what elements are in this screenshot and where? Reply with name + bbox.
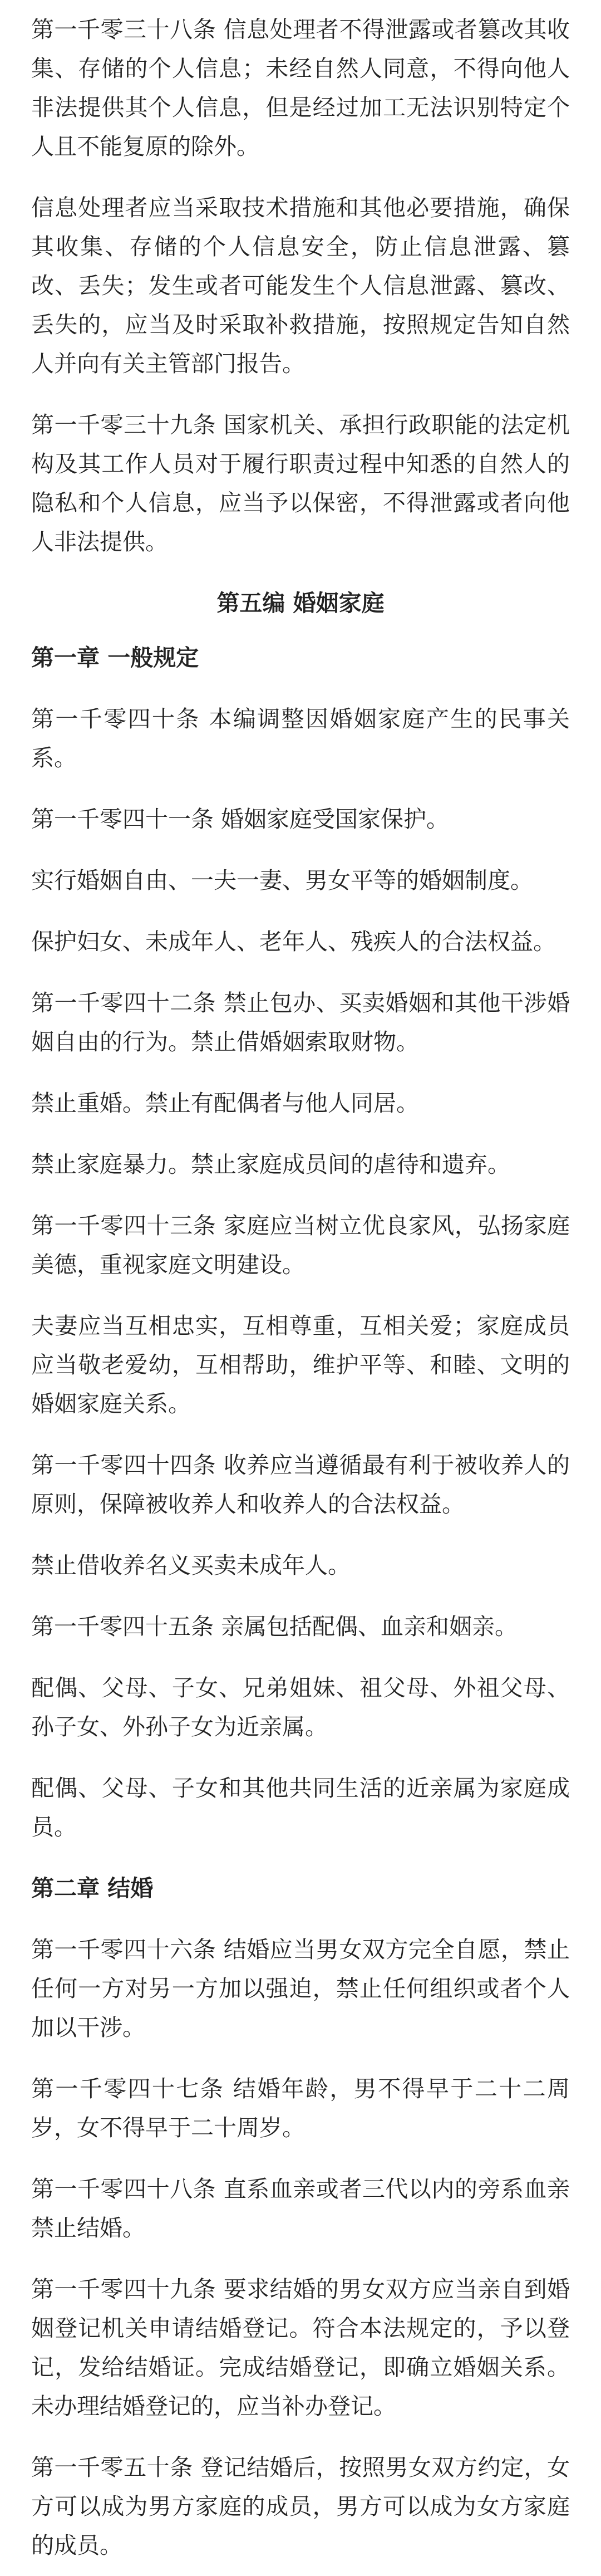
article-1038-para-1: 第一千零三十八条 信息处理者不得泄露或者篡改其收集、存储的个人信息；未经自然人同意，不得向他人非法提供其个人信息，但是经过加工无法识别特定个人且不能复原的除外。 — [31, 16, 570, 160]
article-1048: 第一千零四十八条 直系血亲或者三代以内的旁系血亲禁止结婚。 — [31, 2176, 570, 2241]
article-1047: 第一千零四十七条 结婚年龄，男不得早于二十二周岁，女不得早于二十周岁。 — [31, 2075, 570, 2141]
article-1049: 第一千零四十九条 要求结婚的男女双方应当亲自到婚姻登记机关申请结婚登记。符合本法规定的，予以登记，发给结婚证。完成结婚登记，即确立婚姻关系。未办理结婚登记的，应当补办登记。 — [31, 2276, 570, 2420]
article-1045-para-3: 配偶、父母、子女和其他共同生活的近亲属为家庭成员。 — [31, 1775, 570, 1840]
article-1042-para-3: 禁止家庭暴力。禁止家庭成员间的虐待和遗弃。 — [31, 1151, 510, 1178]
article-1050: 第一千零五十条 登记结婚后，按照男女双方约定，女方可以成为男方家庭的成员，男方可以成为女方家庭的成员。 — [31, 2454, 570, 2559]
article-1041-para-3: 保护妇女、未成年人、老年人、残疾人的合法权益。 — [31, 928, 556, 955]
chapter-title: 第一章 一般规定 — [31, 644, 199, 671]
article-1041-para-1: 第一千零四十一条 婚姻家庭受国家保护。 — [31, 806, 450, 832]
article-1039: 第一千零三十九条 国家机关、承担行政职能的法定机构及其工作人员对于履行职责过程中知悉的自然人的隐私和个人信息，应当予以保密，不得泄露或者向他人非法提供。 — [31, 412, 570, 555]
article-1041-para-2: 实行婚姻自由、一夫一妻、男女平等的婚姻制度。 — [31, 867, 533, 894]
article-1044-para-2: 禁止借收养名义买卖未成年人。 — [31, 1552, 351, 1579]
article-1043-para-1: 第一千零四十三条 家庭应当树立优良家风，弘扬家庭美德，重视家庭文明建设。 — [31, 1212, 570, 1278]
article-1043-para-2: 夫妻应当互相忠实，互相尊重，互相关爱；家庭成员应当敬老爱幼，互相帮助，维护平等、和睦、文明的婚姻家庭关系。 — [31, 1313, 570, 1417]
chapter-title: 第二章 结婚 — [31, 1875, 154, 1902]
part-title: 第五编 婚姻家庭 — [216, 590, 385, 616]
article-1040: 第一千零四十条 本编调整因婚姻家庭产生的民事关系。 — [31, 706, 570, 771]
article-1045-para-1: 第一千零四十五条 亲属包括配偶、血亲和姻亲。 — [31, 1613, 518, 1640]
article-1038-para-2: 信息处理者应当采取技术措施和其他必要措施，确保其收集、存储的个人信息安全，防止信息泄露、篡改、丢失；发生或者可能发生个人信息泄露、篡改、丢失的，应当及时采取补救措施，按照规定告知自然人并向有关主管部门报告。 — [31, 194, 570, 377]
document-body — [31, 10, 570, 2565]
article-1045-para-2: 配偶、父母、子女、兄弟姐妹、祖父母、外祖父母、孙子女、外孙子女为近亲属。 — [31, 1674, 570, 1740]
article-1044-para-1: 第一千零四十四条 收养应当遵循最有利于被收养人的原则，保障被收养人和收养人的合法权益。 — [31, 1452, 570, 1517]
article-1046: 第一千零四十六条 结婚应当男女双方完全自愿，禁止任何一方对另一方加以强迫，禁止任何组织或者个人加以干涉。 — [31, 1936, 570, 2041]
article-1042-para-2: 禁止重婚。禁止有配偶者与他人同居。 — [31, 1090, 419, 1116]
article-1042-para-1: 第一千零四十二条 禁止包办、买卖婚姻和其他干涉婚姻自由的行为。禁止借婚姻索取财物。 — [31, 990, 570, 1055]
